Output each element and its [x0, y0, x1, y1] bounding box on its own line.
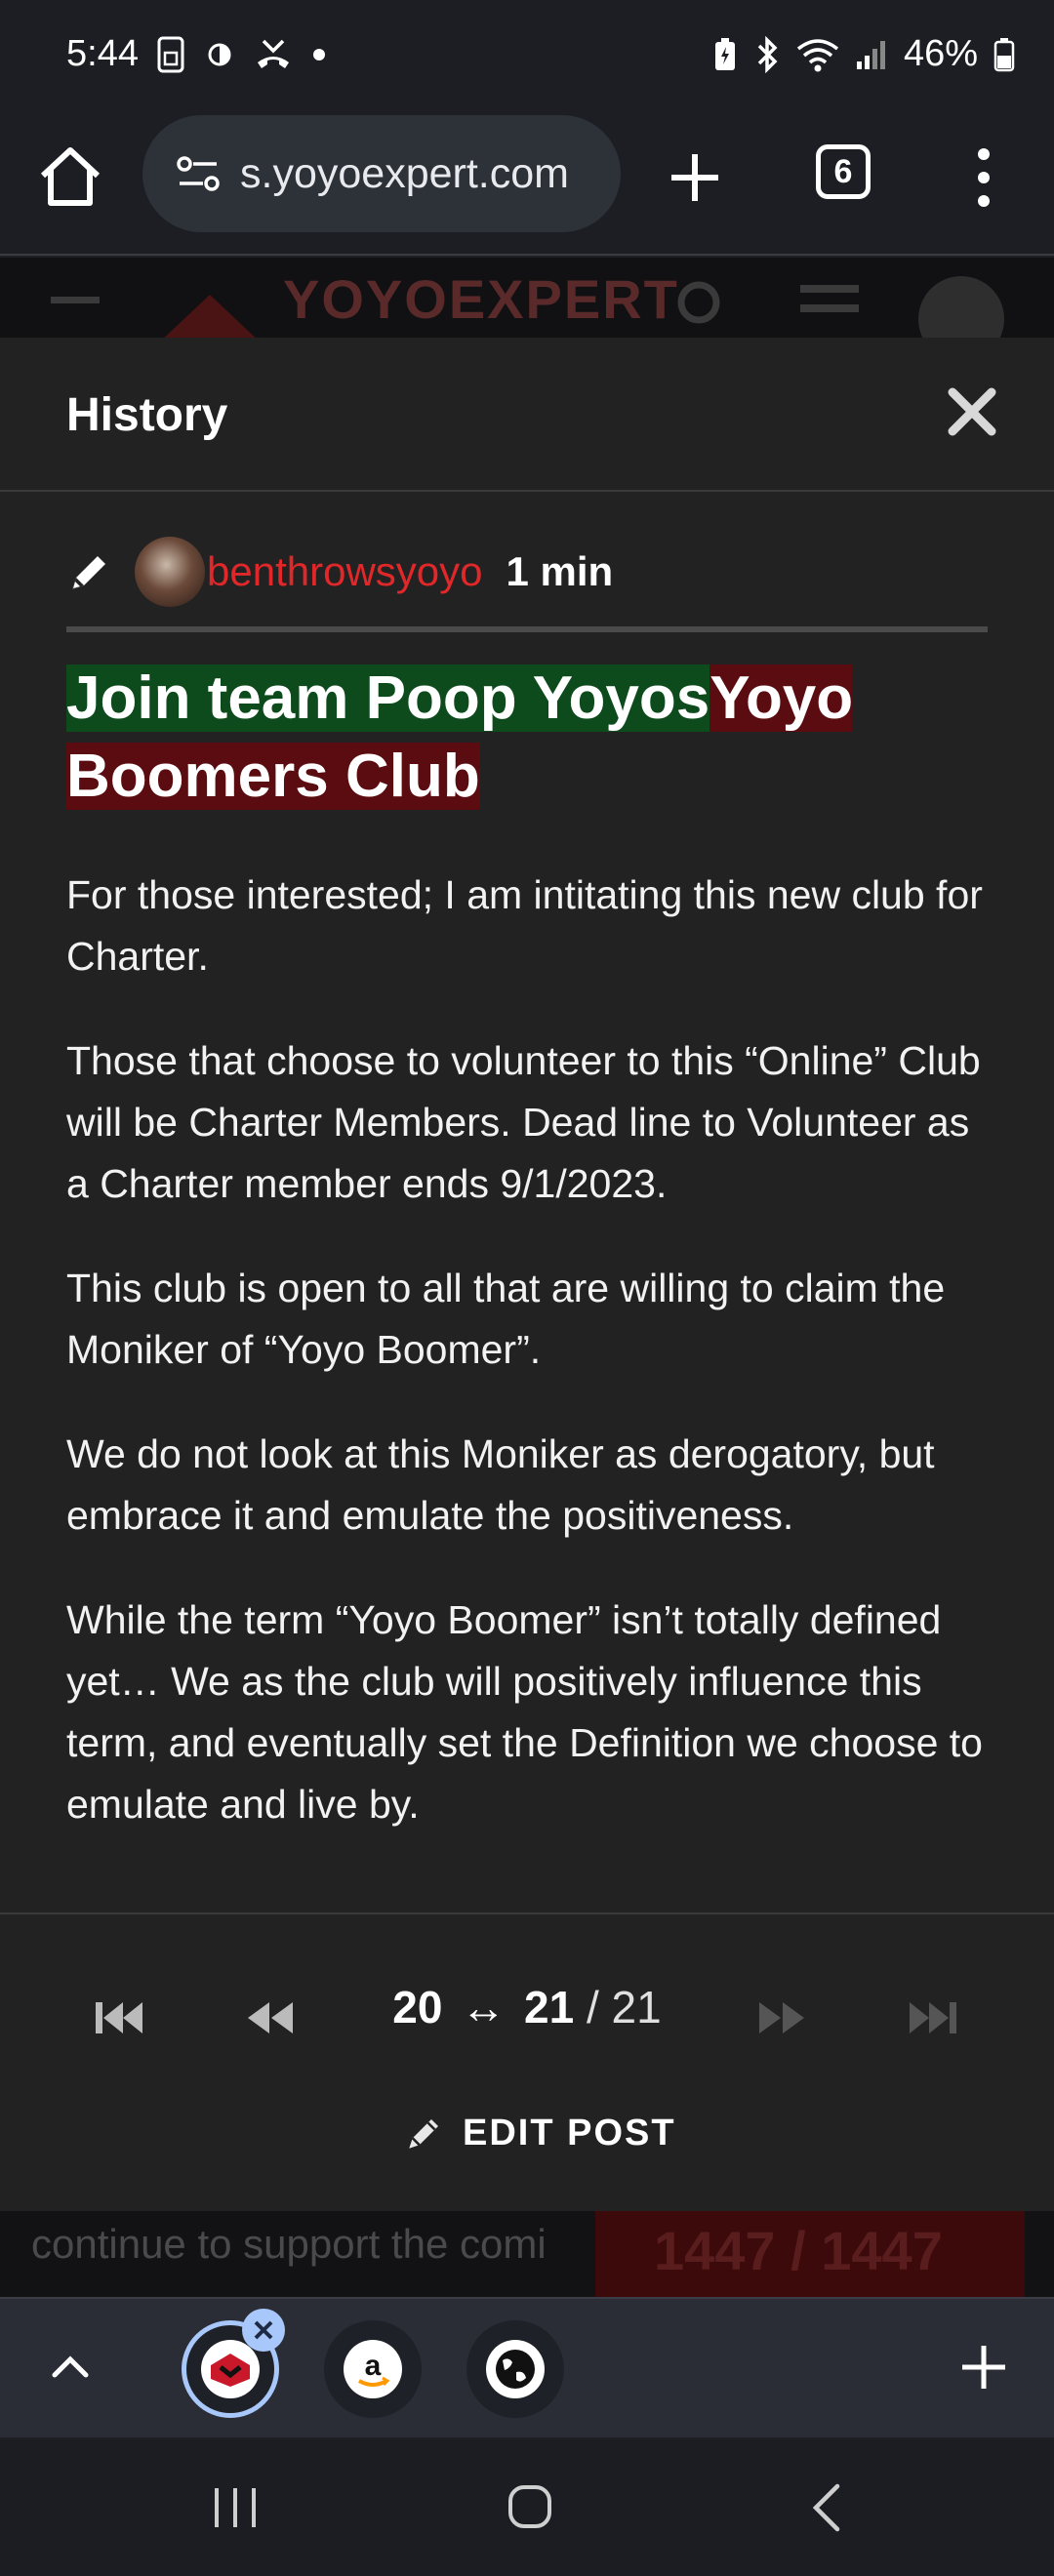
site-header-behind — [0, 258, 1054, 338]
post-paragraph: Those that choose to volunteer to this “Online” Club will be Charter Members. Dead line to Volunteer as a Charter member ends 9/1/2023. — [66, 1038, 981, 1206]
revision-total: / 21 — [586, 1982, 662, 2033]
post-body — [66, 865, 993, 1952]
battery-icon — [993, 37, 1015, 72]
next-revision-icon[interactable] — [753, 1994, 812, 2041]
add-tab-icon[interactable] — [958, 2342, 1009, 2393]
last-revision-icon[interactable] — [904, 1994, 962, 2041]
previous-revision-icon[interactable] — [240, 1994, 299, 2041]
recent-apps-icon[interactable] — [211, 2484, 260, 2531]
divider — [66, 626, 988, 632]
background-counter-block — [595, 2211, 1025, 2299]
dot-icon — [312, 48, 326, 61]
site-search-icon — [673, 277, 732, 336]
globe-favicon — [486, 2340, 545, 2398]
close-icon — [251, 2317, 276, 2343]
status-system-icons — [712, 33, 1015, 75]
yoyoexpert-logo-icon — [207, 2350, 254, 2389]
history-modal — [0, 338, 1054, 2211]
revision-from: 20 — [392, 1982, 443, 2033]
status-bar — [0, 0, 1054, 109]
site-menu-icon — [51, 297, 100, 336]
amazon-logo-icon — [353, 2348, 392, 2391]
post-paragraph: For those interested; I am intitating this new club for Charter. — [66, 872, 983, 979]
modal-title: History — [66, 389, 228, 441]
pencil-icon — [404, 2113, 445, 2153]
url-text: s.yoyoexpert.com — [240, 149, 569, 197]
amazon-favicon — [344, 2340, 402, 2398]
edit-post-label: EDIT POST — [463, 2112, 676, 2153]
home-nav-icon[interactable] — [506, 2482, 554, 2531]
title-deleted-second: Boomers Club — [66, 743, 480, 810]
tab-strip — [0, 2297, 1054, 2437]
sim-icon — [156, 35, 185, 74]
pencil-icon — [66, 548, 113, 595]
yoyoexpert-favicon — [201, 2340, 260, 2398]
new-tab-icon[interactable] — [664, 146, 726, 209]
title-inserted: Join team Poop Yoyos — [66, 664, 710, 732]
overflow-menu-icon[interactable] — [966, 142, 1001, 213]
diff-title — [66, 660, 988, 816]
battery-percent: 46% — [903, 33, 978, 74]
modal-header — [0, 338, 1054, 492]
back-icon[interactable] — [808, 2482, 843, 2533]
background-snippet: continue to support the comi — [31, 2221, 547, 2267]
background-content-strip — [0, 2211, 1054, 2299]
browser-toolbar — [0, 109, 1054, 256]
title-deleted-first: Yoyo — [709, 664, 854, 732]
post-paragraph: We do not look at this Moniker as derogatory, but embrace it and emulate the positiveness. — [66, 1431, 935, 1538]
revision-meta — [66, 533, 988, 611]
data-saver-icon — [205, 40, 234, 69]
signal-icon — [855, 38, 888, 71]
chevron-up-icon[interactable] — [47, 2344, 94, 2391]
svg-text:a: a — [364, 2350, 382, 2382]
battery-saver-icon — [712, 37, 738, 72]
author-username[interactable]: benthrowsyoyo — [207, 548, 483, 594]
tab-switcher-button[interactable] — [816, 144, 871, 199]
tab-globe[interactable] — [466, 2320, 564, 2418]
post-paragraph: This club is open to all that are willing to claim the Moniker of “Yoyo Boomer”. — [66, 1266, 946, 1372]
revision-arrow: ↔ — [461, 1982, 507, 2033]
avatar[interactable] — [135, 537, 205, 607]
status-notification-icons — [156, 35, 326, 74]
revision-time: 1 min — [506, 548, 614, 594]
first-revision-icon[interactable] — [90, 1994, 148, 2041]
bluetooth-icon — [753, 36, 781, 73]
tab-close-button[interactable] — [242, 2309, 285, 2352]
wifi-icon — [796, 37, 839, 72]
tab-amazon[interactable] — [324, 2320, 422, 2418]
home-icon[interactable] — [35, 142, 105, 213]
site-settings-icon[interactable] — [176, 154, 221, 193]
site-avatar-icon — [917, 275, 1005, 338]
close-icon[interactable] — [947, 386, 997, 437]
system-navigation-bar — [0, 2439, 1054, 2576]
status-time: 5:44 — [66, 33, 139, 74]
revision-navigation — [0, 1912, 1054, 2211]
globe-icon — [493, 2347, 538, 2392]
site-logo-text: YOYOEXPERT — [283, 268, 679, 330]
address-bar[interactable] — [142, 115, 621, 232]
background-counter: 1447 / 1447 — [654, 2220, 943, 2281]
site-logo-icon — [146, 287, 273, 338]
tab-count: 6 — [833, 152, 853, 190]
post-paragraph: While the term “Yoyo Boomer” isn’t totally defined yet… We as the club will positively influence this term, and eventually set the Definition we choose to emulate and live by. — [66, 1597, 983, 1827]
revision-indicator — [390, 1981, 664, 2033]
revision-to: 21 — [524, 1982, 575, 2033]
site-list-icon — [800, 285, 859, 334]
edit-post-button[interactable] — [404, 2104, 676, 2162]
missed-call-icon — [254, 37, 293, 72]
